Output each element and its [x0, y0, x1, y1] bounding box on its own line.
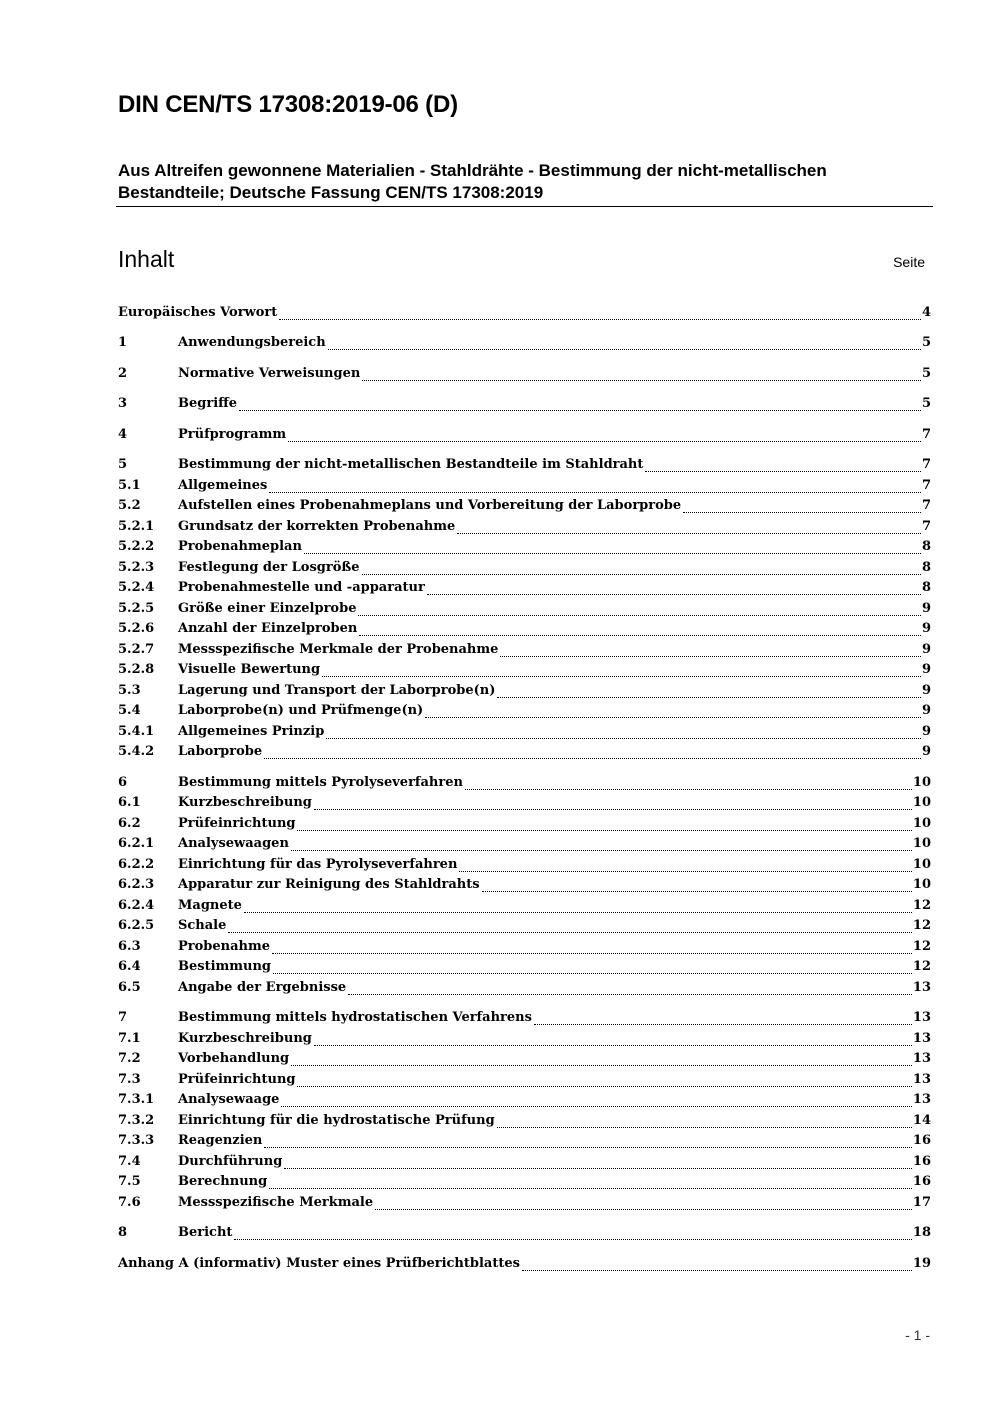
toc-entry-number: 5.2.3 [118, 560, 155, 575]
toc-dot-leader [291, 1055, 912, 1066]
toc-entry-title: Laborprobe(n) und Prüfmenge(n) [178, 703, 424, 718]
toc-dot-leader [264, 1137, 912, 1148]
toc-entry-number: 5.2.4 [118, 580, 155, 595]
toc-dot-leader [362, 564, 921, 575]
toc-entry[interactable] [118, 455, 931, 475]
toc-entry-title: Grundsatz der korrekten Probenahme [178, 519, 456, 534]
toc-entry[interactable] [118, 701, 931, 721]
toc-entry[interactable] [118, 773, 931, 793]
toc-entry-number: 7.6 [118, 1195, 141, 1210]
toc-dot-leader [683, 502, 921, 513]
toc-dot-leader [269, 1178, 912, 1189]
toc-entry-number: 8 [118, 1225, 128, 1240]
toc-entry-number: 7 [118, 1010, 128, 1025]
page-number: - 1 - [905, 1327, 930, 1343]
toc-entry-title: Lagerung und Transport der Laborprobe(n) [178, 683, 496, 698]
toc-entry[interactable] [118, 855, 931, 875]
toc-entry-page: 8 [921, 560, 931, 575]
toc-dot-leader [322, 666, 921, 677]
toc-entry-page: 10 [912, 836, 931, 851]
toc-dot-leader [244, 902, 912, 913]
toc-dot-leader [291, 840, 912, 851]
toc-dot-leader [269, 482, 921, 493]
toc-entry-number: 7.1 [118, 1031, 141, 1046]
toc-dot-leader [497, 687, 921, 698]
toc-entry[interactable] [118, 619, 931, 639]
toc-entry-page: 14 [912, 1113, 931, 1128]
toc-entry[interactable] [118, 1049, 931, 1069]
toc-entry-number: 2 [118, 366, 128, 381]
toc-entry[interactable] [118, 1131, 931, 1151]
toc-entry-title: Größe einer Einzelprobe [178, 601, 357, 616]
toc-entry-title: Magnete [178, 898, 242, 913]
toc-entry-title: Analysewaage [178, 1092, 280, 1107]
toc-entry[interactable] [118, 394, 931, 414]
toc-entry-title: Messspezifische Merkmale der Probenahme [178, 642, 499, 657]
toc-entry-page: 9 [921, 703, 931, 718]
toc-entry[interactable] [118, 364, 931, 384]
toc-entry-title: Prüfeinrichtung [178, 1072, 296, 1087]
table-of-contents [118, 0, 931, 1403]
toc-entry-number: 5 [118, 457, 128, 472]
toc-dot-leader [425, 707, 921, 718]
document-subtitle: Aus Altreifen gewonnene Materialien - Stahldrähte - Bestimmung der nicht-metallischen Bestandteile; Deutsche Fassung CEN/TS 17308:2019 [118, 161, 827, 202]
toc-entry[interactable] [118, 793, 931, 813]
toc-entry-page: 19 [912, 1256, 931, 1271]
toc-entry-page: 4 [921, 305, 931, 320]
toc-dot-leader [497, 1117, 912, 1128]
toc-entry-number: 5.4 [118, 703, 141, 718]
toc-entry-page: 9 [921, 601, 931, 616]
toc-entry-title: Analysewaagen [178, 836, 289, 851]
toc-entry-number: 5.1 [118, 478, 141, 493]
toc-dot-leader [281, 1096, 911, 1107]
toc-entry[interactable] [118, 476, 931, 496]
toc-entry-title: Festlegung der Losgröße [178, 560, 360, 575]
toc-entry-number: 1 [118, 335, 128, 350]
toc-entry-title: Probenahmestelle und -apparatur [178, 580, 425, 595]
toc-entry[interactable] [118, 1029, 931, 1049]
toc-entry[interactable] [118, 558, 931, 578]
toc-entry-page: 9 [921, 683, 931, 698]
toc-entry-title: Bestimmung der nicht-metallischen Bestandteile im Stahldraht [178, 457, 644, 472]
toc-dot-leader [534, 1014, 912, 1025]
toc-entry-page: 7 [921, 427, 931, 442]
toc-dot-leader [234, 1229, 911, 1240]
toc-entry-title: Berechnung [178, 1174, 268, 1189]
toc-entry-number: 6.2.5 [118, 918, 155, 933]
toc-entry[interactable] [118, 875, 931, 895]
toc-dot-leader [348, 984, 912, 995]
toc-entry-number: 6 [118, 775, 128, 790]
toc-entry-number: 5.2.5 [118, 601, 155, 616]
toc-entry-title: Bestimmung mittels Pyrolyseverfahren [178, 775, 463, 790]
toc-entry-page: 13 [912, 1092, 931, 1107]
toc-entry-number: 5.4.2 [118, 744, 155, 759]
toc-entry-title: Schale [178, 918, 227, 933]
toc-entry-page: 16 [912, 1174, 931, 1189]
toc-dot-leader [359, 625, 921, 636]
toc-entry-title: Prüfprogramm [178, 427, 287, 442]
toc-entry[interactable] [118, 681, 931, 701]
toc-entry[interactable] [118, 1172, 931, 1192]
toc-entry-number: 6.5 [118, 980, 141, 995]
toc-entry[interactable] [118, 1152, 931, 1172]
toc-entry-title: Durchführung [178, 1154, 283, 1169]
toc-entry-page: 12 [912, 898, 931, 913]
toc-entry[interactable] [118, 1193, 931, 1213]
toc-entry[interactable] [118, 1070, 931, 1090]
toc-dot-leader [362, 370, 921, 381]
toc-page-column-label: Seite [893, 254, 925, 270]
toc-entry-title: Laborprobe [178, 744, 263, 759]
toc-entry-page: 8 [921, 580, 931, 595]
toc-entry-title: Bestimmung [178, 959, 272, 974]
toc-entry-title: Bericht [178, 1225, 233, 1240]
toc-entry-number: 6.2.4 [118, 898, 155, 913]
toc-dot-leader [304, 543, 921, 554]
toc-entry[interactable] [118, 937, 931, 957]
toc-entry-page: 10 [912, 816, 931, 831]
toc-entry[interactable] [118, 537, 931, 557]
toc-entry-page: 9 [921, 744, 931, 759]
toc-dot-leader [358, 605, 920, 616]
toc-dot-leader [264, 748, 921, 759]
toc-dot-leader [457, 523, 921, 534]
toc-entry-page: 5 [921, 366, 931, 381]
toc-entry-page: 12 [912, 918, 931, 933]
toc-entry-number: 5.2.1 [118, 519, 155, 534]
toc-entry-number: 3 [118, 396, 128, 411]
toc-entry[interactable] [118, 1090, 931, 1110]
toc-entry-title: Reagenzien [178, 1133, 263, 1148]
toc-entry[interactable] [118, 834, 931, 854]
toc-entry-page: 13 [912, 1031, 931, 1046]
toc-dot-leader [279, 309, 921, 320]
toc-entry-page: 10 [912, 795, 931, 810]
toc-entry-number: 7.4 [118, 1154, 141, 1169]
toc-entry-number: 7.3 [118, 1072, 141, 1087]
toc-entry-title: Messspezifische Merkmale [178, 1195, 374, 1210]
toc-entry-title: Anwendungsbereich [178, 335, 326, 350]
toc-entry[interactable] [118, 578, 931, 598]
toc-dot-leader [482, 881, 912, 892]
toc-entry-number: 6.1 [118, 795, 141, 810]
toc-entry-page: 12 [912, 939, 931, 954]
toc-entry-number: 7.5 [118, 1174, 141, 1189]
toc-entry-page: 7 [921, 457, 931, 472]
toc-entry-number: 4 [118, 427, 128, 442]
toc-entry[interactable] [118, 722, 931, 742]
toc-entry-page: 17 [912, 1195, 931, 1210]
toc-entry-title: Anhang A (informativ) Muster eines Prüfberichtblattes [118, 1256, 520, 1271]
toc-entry-page: 5 [921, 335, 931, 350]
toc-entry-page: 7 [921, 498, 931, 513]
toc-dot-leader [459, 861, 912, 872]
toc-entry-page: 10 [912, 775, 931, 790]
toc-entry-number: 5.2.6 [118, 621, 155, 636]
toc-entry-title: Einrichtung für das Pyrolyseverfahren [178, 857, 458, 872]
toc-entry-title: Probenahmeplan [178, 539, 302, 554]
toc-entry[interactable] [118, 1008, 931, 1028]
toc-dot-leader [645, 461, 921, 472]
toc-entry-page: 10 [912, 857, 931, 872]
toc-entry[interactable] [118, 978, 931, 998]
toc-entry-page: 9 [921, 621, 931, 636]
toc-entry-title: Angabe der Ergebnisse [178, 980, 347, 995]
toc-entry-number: 6.2.1 [118, 836, 155, 851]
toc-dot-leader [272, 943, 912, 954]
toc-entry-number: 7.3.1 [118, 1092, 155, 1107]
toc-entry[interactable] [118, 496, 931, 516]
toc-dot-leader [500, 646, 921, 657]
toc-entry-number: 6.2.3 [118, 877, 155, 892]
toc-entry-page: 7 [921, 478, 931, 493]
toc-entry-number: 5.2.8 [118, 662, 155, 677]
toc-entry-title: Kurzbeschreibung [178, 1031, 312, 1046]
toc-dot-leader [239, 400, 921, 411]
toc-dot-leader [273, 963, 912, 974]
toc-entry[interactable] [118, 896, 931, 916]
toc-entry-title: Europäisches Vorwort [118, 305, 278, 320]
toc-entry-title: Vorbehandlung [178, 1051, 290, 1066]
toc-entry-number: 6.2 [118, 816, 141, 831]
toc-entry[interactable] [118, 1254, 931, 1274]
toc-entry[interactable] [118, 640, 931, 660]
toc-entry-page: 9 [921, 642, 931, 657]
toc-dot-leader [297, 1076, 911, 1087]
toc-entry[interactable] [118, 1111, 931, 1131]
toc-entry-page: 13 [912, 980, 931, 995]
toc-entry-title: Anzahl der Einzelproben [178, 621, 358, 636]
toc-entry-page: 13 [912, 1051, 931, 1066]
toc-dot-leader [328, 339, 921, 350]
toc-entry-title: Visuelle Bewertung [178, 662, 321, 677]
toc-entry-page: 7 [921, 519, 931, 534]
toc-entry-number: 7.2 [118, 1051, 141, 1066]
toc-entry-page: 8 [921, 539, 931, 554]
toc-entry-number: 7.3.3 [118, 1133, 155, 1148]
toc-entry-page: 10 [912, 877, 931, 892]
toc-entry-title: Bestimmung mittels hydrostatischen Verfahrens [178, 1010, 532, 1025]
toc-entry[interactable] [118, 814, 931, 834]
toc-dot-leader [522, 1260, 912, 1271]
toc-entry-page: 18 [912, 1225, 931, 1240]
toc-entry-title: Probenahme [178, 939, 271, 954]
toc-entry-number: 5.2.2 [118, 539, 155, 554]
toc-entry[interactable] [118, 599, 931, 619]
toc-dot-leader [427, 584, 921, 595]
toc-entry-title: Prüfeinrichtung [178, 816, 296, 831]
toc-entry-number: 5.2 [118, 498, 141, 513]
toc-entry-number: 5.3 [118, 683, 141, 698]
toc-entry[interactable] [118, 517, 931, 537]
toc-entry[interactable] [118, 916, 931, 936]
toc-dot-leader [288, 431, 921, 442]
toc-dot-leader [314, 799, 912, 810]
toc-entry-page: 16 [912, 1154, 931, 1169]
toc-entry-page: 5 [921, 396, 931, 411]
toc-entry-page: 9 [921, 724, 931, 739]
toc-entry-page: 9 [921, 662, 931, 677]
toc-entry-number: 5.2.7 [118, 642, 155, 657]
toc-entry-title: Apparatur zur Reinigung des Stahldrahts [178, 877, 480, 892]
toc-entry-page: 13 [912, 1010, 931, 1025]
toc-entry-page: 16 [912, 1133, 931, 1148]
toc-entry[interactable] [118, 957, 931, 977]
toc-entry-title: Allgemeines Prinzip [178, 724, 325, 739]
toc-heading: Inhalt [118, 246, 175, 272]
document-title: DIN CEN/TS 17308:2019-06 (D) [118, 91, 458, 118]
toc-dot-leader [326, 728, 921, 739]
toc-entry[interactable] [118, 333, 931, 353]
toc-entry-title: Normative Verweisungen [178, 366, 361, 381]
toc-entry-title: Allgemeines [178, 478, 268, 493]
toc-entry[interactable] [118, 660, 931, 680]
toc-entry[interactable] [118, 742, 931, 762]
toc-entry-title: Kurzbeschreibung [178, 795, 312, 810]
toc-entry-number: 7.3.2 [118, 1113, 155, 1128]
toc-entry-title: Aufstellen eines Probenahmeplans und Vorbereitung der Laborprobe [178, 498, 682, 513]
toc-entry[interactable] [118, 425, 931, 445]
toc-entry-number: 6.4 [118, 959, 141, 974]
toc-entry[interactable] [118, 1223, 931, 1243]
toc-entry[interactable] [118, 303, 931, 323]
toc-dot-leader [284, 1158, 912, 1169]
toc-entry-number: 6.2.2 [118, 857, 155, 872]
toc-dot-leader [465, 779, 912, 790]
toc-entry-page: 12 [912, 959, 931, 974]
toc-entry-number: 5.4.1 [118, 724, 155, 739]
toc-entry-page: 13 [912, 1072, 931, 1087]
toc-dot-leader [228, 922, 912, 933]
toc-entry-title: Begriffe [178, 396, 238, 411]
toc-dot-leader [297, 820, 911, 831]
toc-entry-number: 6.3 [118, 939, 141, 954]
toc-dot-leader [375, 1199, 912, 1210]
toc-entry-title: Einrichtung für die hydrostatische Prüfung [178, 1113, 495, 1128]
toc-dot-leader [314, 1035, 912, 1046]
